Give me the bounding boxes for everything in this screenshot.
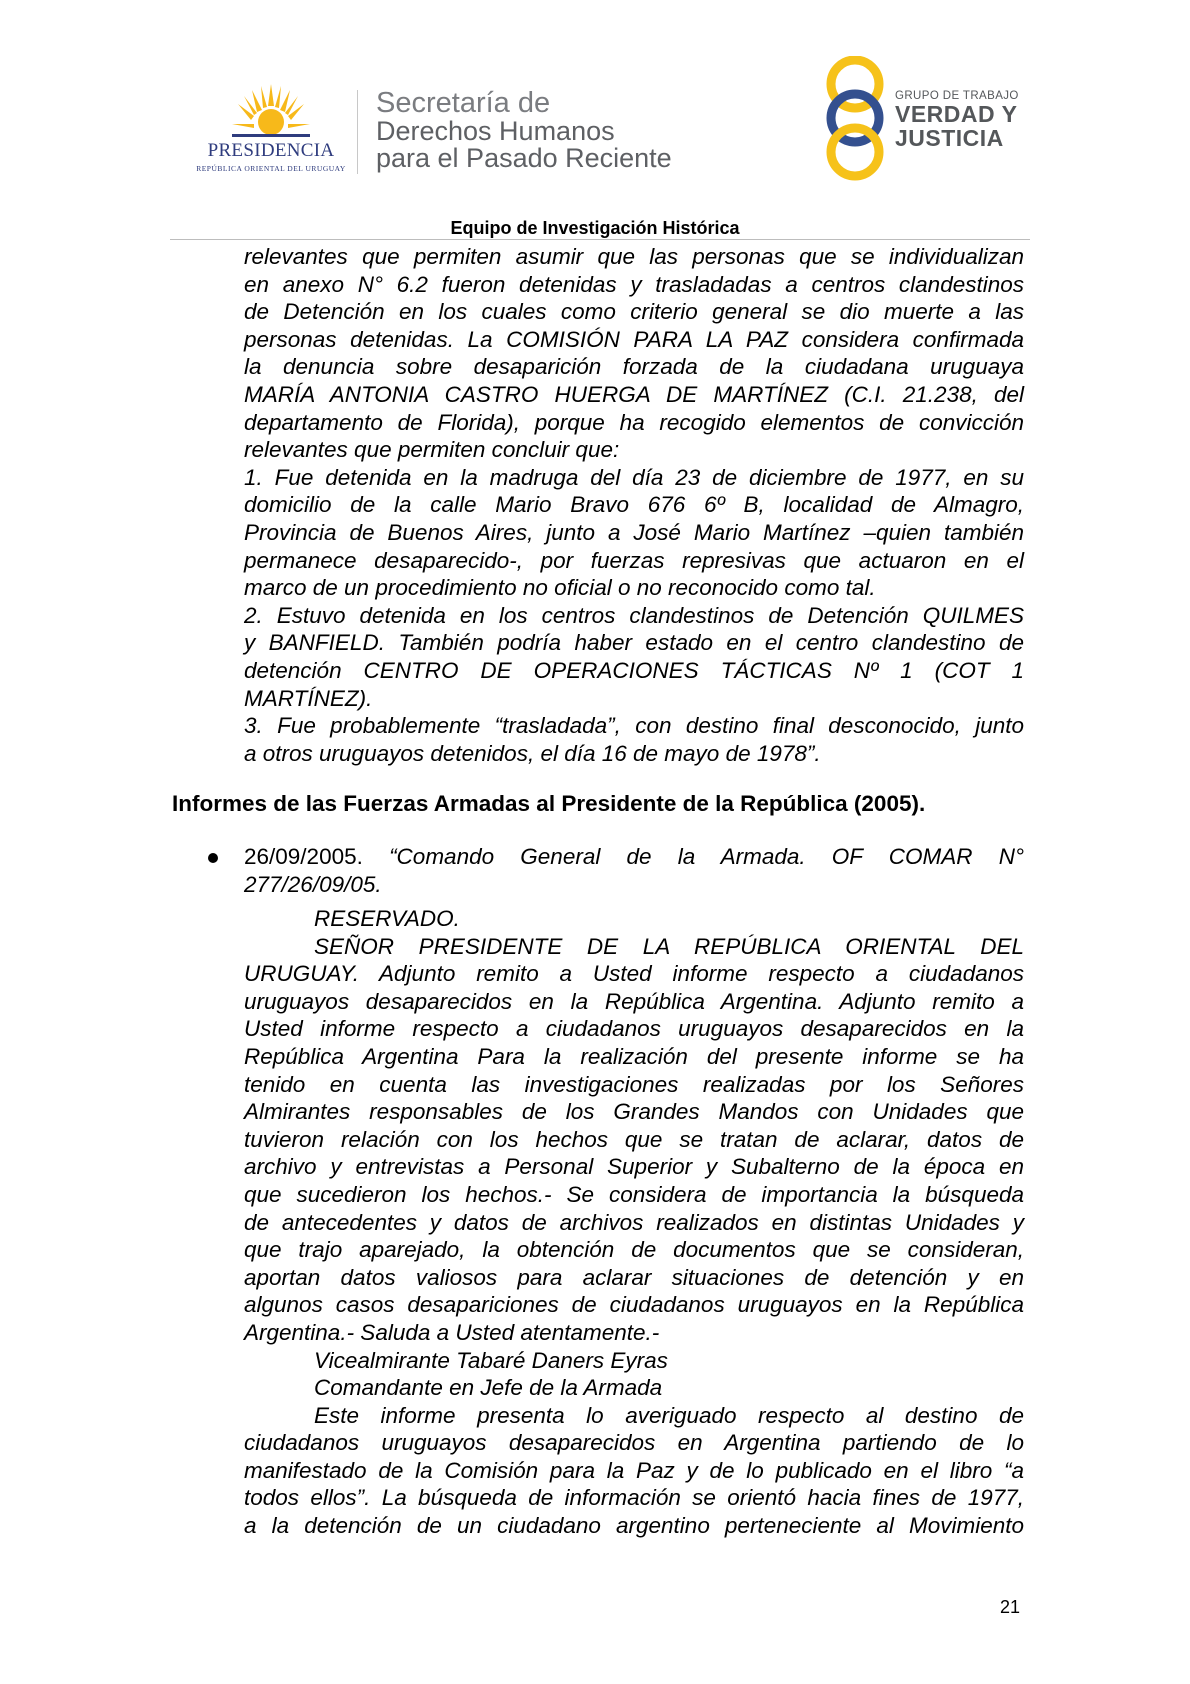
section-heading: Informes de las Fuerzas Armadas al Presidente de la República (2005). [172,791,926,816]
text-line: archivo y entrevistas a Personal Superior y Subalterno de la época en [244,1154,1024,1180]
secretaria-line-3: para el Pasado Reciente [376,143,672,173]
bullet-icon [208,853,218,863]
text-line: RESERVADO. [314,906,460,931]
text-line: Argentina.- Saluda a Usted atentamente.- [244,1319,660,1345]
presidencia-subtitle: REPÚBLICA ORIENTAL DEL URUGUAY [196,164,346,173]
header-rule [170,239,1030,240]
secretaria-wordmark [376,88,672,172]
interlocked-rings-icon [820,56,890,182]
gtvj-line-2: VERDAD Y [895,101,1018,127]
text-line: marco de un procedimiento no oficial o no reconocido como tal. [244,575,876,601]
text-line: MARTÍNEZ). [244,685,373,711]
text-line: a otros uruguayos detenidos, el día 16 de mayo de 1978”. [244,740,821,766]
text-line: de Detención en los cuales como criterio general se dio muerte a las [244,299,1024,325]
gtvj-line-1: GRUPO DE TRABAJO [895,90,1019,102]
text-line: 2. Estuvo detenida en los centros clandestinos de Detención QUILMES [244,602,1024,628]
text-line: 3. Fue probablemente “trasladada”, con destino final desconocido, junto [244,713,1024,739]
page-number: 21 [1000,1597,1021,1617]
text-line: República Argentina Para la realización del presente informe se ha [244,1043,1024,1069]
text-line: algunos casos desapariciones de ciudadanos uruguayos en la República [244,1292,1024,1318]
text-line: Provincia de Buenos Aires, junto a José Mario Martínez –quien también [244,519,1024,545]
quoted-report-block [244,243,1024,767]
secretaria-line-1: Secretaría de [376,87,551,119]
text-line: todos ellos”. La búsqueda de información se orientó hacia fines de 1977, [244,1485,1024,1511]
text-line: detención CENTRO DE OPERACIONES TÁCTICAS Nº 1 (COT 1 [244,657,1024,683]
armada-letter-block [244,905,1024,1540]
text-line: 1. Fue detenida en la madruga del día 23 de diciembre de 1977, en su [244,464,1024,490]
text-line: aportan datos valiosos para aclarar situaciones de detención y en [244,1264,1024,1290]
text-line: la denuncia sobre desaparición forzada de la ciudadana uruguaya [244,354,1024,380]
text-line: domicilio de la calle Mario Bravo 676 6º B, localidad de Almagro, [244,492,1024,518]
text-line: que sucedieron los hechos.- Se considera de importancia la búsqueda [244,1181,1024,1207]
text-line: uruguayos desaparecidos en la República Argentina. Adjunto remito a [244,988,1024,1014]
text-line: y BANFIELD. También podría haber estado en el centro clandestino de [244,630,1024,656]
text-line: tuvieron relación con los hechos que se tratan de aclarar, datos de [244,1126,1024,1152]
text-line: ciudadanos uruguayos desaparecidos en Argentina partiendo de lo [244,1430,1024,1456]
text-line: Usted informe respecto a ciudadanos uruguayos desaparecidos en la [244,1016,1024,1042]
verdad-justicia-wordmark [895,90,1019,150]
text-line: en anexo N° 6.2 fueron detenidas y trasladadas a centros clandestinos [244,271,1024,297]
text-line: manifestado de la Comisión para la Paz y de lo publicado en el libro “a [244,1457,1024,1483]
presidencia-name: PRESIDENCIA [207,140,335,161]
text-line: permanece desaparecido-, por fuerzas represivas que actuaron en el [244,547,1024,573]
gtvj-line-3: JUSTICIA [895,125,1004,151]
secretaria-line-2: Derechos Humanos [376,116,615,146]
bullet-line-1: “Comando General de la Armada. OF COMAR N° [389,844,1024,869]
text-line: tenido en cuenta las investigaciones realizadas por los Señores [244,1071,1024,1097]
text-line: Comandante en Jefe de la Armada [314,1375,663,1401]
text-line: Almirantes responsables de los Grandes Mandos con Unidades que [244,1099,1024,1125]
text-line: SEÑOR PRESIDENTE DE LA REPÚBLICA ORIENTAL DEL [314,933,1024,959]
verdad-justicia-logo [820,56,1030,182]
sun-icon [232,84,310,140]
text-line: relevantes que permiten concluir que: [244,437,620,463]
text-line: relevantes que permiten asumir que las personas que se individualizan [244,244,1024,269]
text-line: URUGUAY. Adjunto remito a Usted informe respecto a ciudadanos [244,961,1024,987]
text-line: Este informe presenta lo averiguado respecto al destino de [314,1402,1024,1428]
header-divider [357,90,358,174]
text-line: personas detenidas. La COMISIÓN PARA LA PAZ considera confirmada [244,326,1024,352]
text-line: Vicealmirante Tabaré Daners Eyras [314,1347,668,1373]
bullet-item [244,843,1024,898]
page-header [0,0,1190,240]
text-line: de antecedentes y datos de archivos realizados en distintas Unidades y [244,1209,1024,1235]
presidencia-logo [196,84,346,176]
text-line: a la detención de un ciudadano argentino perteneciente al Movimiento [244,1513,1024,1539]
bullet-first-line [244,843,1024,871]
team-title: Equipo de Investigación Histórica [450,218,740,238]
text-line: MARÍA ANTONIA CASTRO HUERGA DE MARTÍNEZ (C.I. 21.238, del [244,381,1024,407]
bullet-line-2: 277/26/09/05. [244,871,382,897]
text-line: que trajo aparejado, la obtención de documentos que se consideran, [244,1237,1024,1263]
text-line: departamento de Florida), porque ha recogido elementos de convicción [244,409,1024,435]
bullet-date: 26/09/2005. [244,844,363,869]
